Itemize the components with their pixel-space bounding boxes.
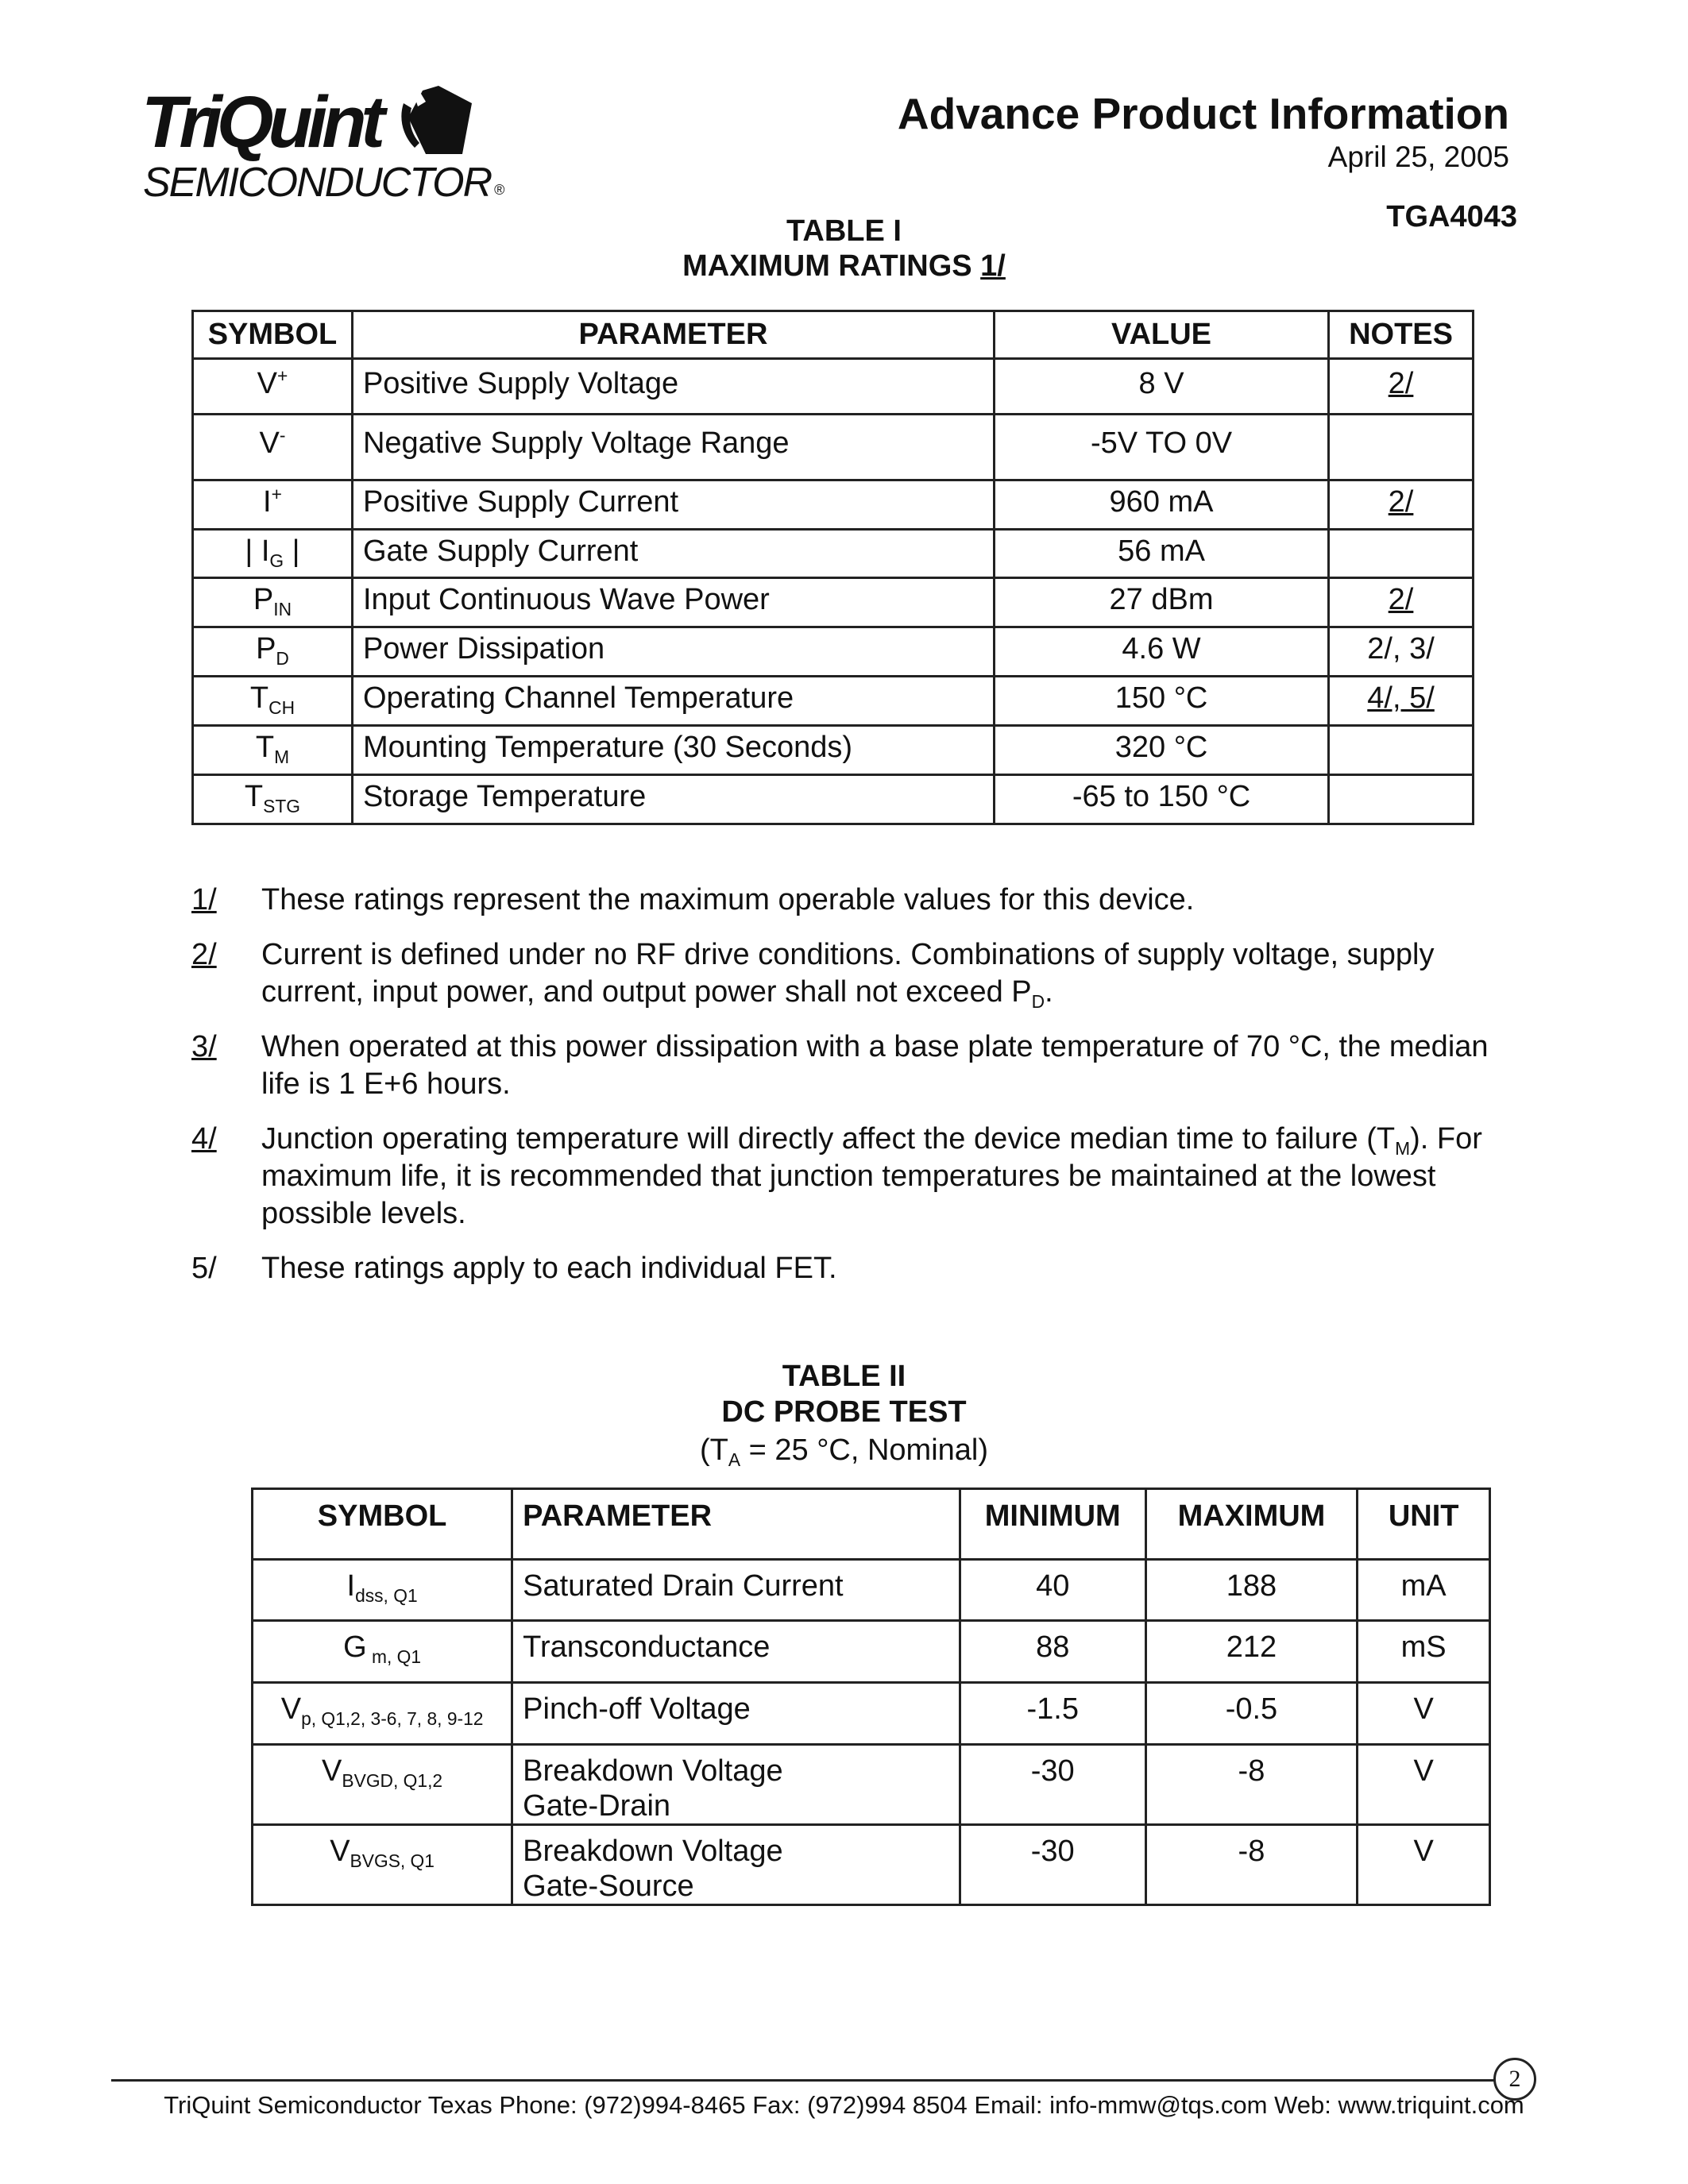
value-cell: 27 dBm — [995, 578, 1329, 627]
document-date: April 25, 2005 — [1327, 141, 1509, 173]
symbol-cell: $P_D$ — [193, 627, 353, 677]
logo-pentagon-icon — [399, 86, 478, 159]
dc-probe-test-table — [251, 1488, 1491, 1906]
table1-header-parameter: PARAMETER — [352, 311, 994, 359]
symbol-cell: $T_{STG}$ — [193, 775, 353, 824]
table-row — [253, 1560, 1490, 1621]
parameter-cell: Breakdown Voltage Gate-Source — [512, 1825, 960, 1905]
value-cell: 56 mA — [995, 530, 1329, 578]
footnote-text: Junction operating temperature will directly affect the device median time to failure (T — [261, 1122, 1396, 1156]
parameter-cell: Positive Supply Current — [352, 480, 994, 530]
notes-cell: 2/, 3/ — [1329, 627, 1474, 677]
document-title: Advance Product Information — [897, 89, 1509, 138]
footer-contact-info: TriQuint Semiconductor Texas Phone: (972)994-8465 Fax: (972)994 8504 Email: info-mmw@tqs.com Web: www.triquint.com — [164, 2091, 1524, 2119]
company-logo — [141, 82, 554, 206]
table2-condition: ($T_A = 25$ °C, Nominal) — [699, 1433, 989, 1470]
parameter-cell: Saturated Drain Current — [512, 1560, 960, 1621]
table-row — [193, 775, 1474, 824]
unit-cell: mS — [1358, 1621, 1490, 1683]
footnote-5 — [191, 1250, 1502, 1287]
table1-header-value: VALUE — [995, 311, 1329, 359]
symbol-cell: | $I_G$ | — [193, 530, 353, 578]
notes-cell — [1329, 415, 1474, 480]
symbol-cell: V- — [193, 415, 353, 480]
maximum-ratings-table — [191, 310, 1474, 825]
parameter-cell: Operating Channel Temperature — [352, 677, 994, 726]
table1-header-symbol: SYMBOL — [193, 311, 353, 359]
notes-cell — [1329, 530, 1474, 578]
table-row — [193, 578, 1474, 627]
footnote-3 — [191, 1028, 1502, 1103]
table1-subtitle — [0, 248, 1688, 284]
maximum-cell: -0.5 — [1145, 1683, 1358, 1745]
footnote-1 — [191, 882, 1502, 919]
table-row — [253, 1825, 1490, 1905]
footnote-text: Current is defined under no RF drive conditions. Combinations of supply voltage, supply current, input power, and output power shall not exceed P — [261, 938, 1435, 1009]
value-cell: 8 V — [995, 359, 1329, 415]
minimum-cell: 40 — [960, 1560, 1145, 1621]
symbol-cell: $V_{BVGS, Q1}$ — [253, 1825, 512, 1905]
parameter-cell: Pinch-off Voltage — [512, 1683, 960, 1745]
maximum-cell: 188 — [1145, 1560, 1358, 1621]
page-number: 2 — [1493, 2058, 1536, 2101]
value-cell: -5V TO 0V — [995, 415, 1329, 480]
symbol-cell: $I_{dss, Q1}$ — [253, 1560, 512, 1621]
table-row — [193, 677, 1474, 726]
footnote-text: When operated at this power dissipation with a base plate temperature of 70 °C, the median life is 1 E+6 hours. — [261, 1030, 1489, 1101]
table-row — [193, 415, 1474, 480]
table-row — [253, 1683, 1490, 1745]
minimum-cell: -30 — [960, 1745, 1145, 1825]
part-number: TGA4043 — [1386, 200, 1517, 233]
footnote-number: 4/ — [191, 1122, 217, 1156]
table2-header-symbol: SYMBOL — [253, 1489, 512, 1560]
symbol-cell: $V_{BVGD, Q1,2}$ — [253, 1745, 512, 1825]
symbol-cell: $T_{CH}$ — [193, 677, 353, 726]
logo-registered-mark: ® — [494, 182, 504, 198]
unit-cell: V — [1358, 1683, 1490, 1745]
table2-subtitle: DC PROBE TEST — [721, 1395, 967, 1429]
logo-brand-text: TriQuint — [141, 82, 380, 163]
table2-title: TABLE II — [782, 1360, 906, 1393]
symbol-cell: $P_{IN}$ — [193, 578, 353, 627]
table-row — [193, 627, 1474, 677]
maximum-cell: 212 — [1145, 1621, 1358, 1683]
unit-cell: V — [1358, 1745, 1490, 1825]
value-cell: 960 mA — [995, 480, 1329, 530]
notes-cell: 2/ — [1329, 359, 1474, 415]
parameter-cell: Breakdown Voltage Gate-Drain — [512, 1745, 960, 1825]
logo-subtitle-text: SEMICONDUCTOR — [143, 160, 492, 206]
minimum-cell: -1.5 — [960, 1683, 1145, 1745]
notes-cell: 2/ — [1329, 480, 1474, 530]
table-row — [193, 726, 1474, 775]
parameter-cell: Storage Temperature — [352, 775, 994, 824]
footnote-number: 1/ — [191, 883, 217, 916]
footnote-text: These ratings represent the maximum operable values for this device. — [261, 883, 1195, 916]
notes-cell — [1329, 775, 1474, 824]
table2-header-minimum: MINIMUM — [960, 1489, 1145, 1560]
footnote-number: 5/ — [191, 1252, 217, 1285]
symbol-cell: I+ — [193, 480, 353, 530]
table1-subtitle-note-ref: 1/ — [980, 249, 1006, 283]
table-row — [193, 359, 1474, 415]
minimum-cell: 88 — [960, 1621, 1145, 1683]
parameter-cell: Positive Supply Voltage — [352, 359, 994, 415]
symbol-cell: $V_{p, Q1,2, 3-6, 7, 8, 9-12}$ — [253, 1683, 512, 1745]
parameter-cell: Input Continuous Wave Power — [352, 578, 994, 627]
table1-header-row — [193, 311, 1474, 359]
table-row — [253, 1745, 1490, 1825]
table-row — [193, 530, 1474, 578]
table2-header-maximum: MAXIMUM — [1145, 1489, 1358, 1560]
value-cell: 4.6 W — [995, 627, 1329, 677]
unit-cell: V — [1358, 1825, 1490, 1905]
table1-header-notes: NOTES — [1329, 311, 1474, 359]
table2-header-row — [253, 1489, 1490, 1560]
notes-cell — [1329, 726, 1474, 775]
parameter-cell: Gate Supply Current — [352, 530, 994, 578]
footnote-2: 2/ Current is defined under no RF drive conditions. Combinations of supply voltage, supply current, input power, and output power shall not exceed $P_D$. — [191, 938, 1435, 1012]
parameter-cell: Mounting Temperature (30 Seconds) — [352, 726, 994, 775]
symbol-cell: V+ — [193, 359, 353, 415]
unit-cell: mA — [1358, 1560, 1490, 1621]
parameter-cell: Power Dissipation — [352, 627, 994, 677]
symbol-cell: $T_M$ — [193, 726, 353, 775]
value-cell: -65 to 150 °C — [995, 775, 1329, 824]
parameter-cell: Transconductance — [512, 1621, 960, 1683]
footnote-number: 3/ — [191, 1030, 217, 1063]
minimum-cell: -30 — [960, 1825, 1145, 1905]
parameter-cell: Negative Supply Voltage Range — [352, 415, 994, 480]
symbol-cell: G $_{m, Q1}$ — [253, 1621, 512, 1683]
value-cell: 320 °C — [995, 726, 1329, 775]
table1-subtitle-text: MAXIMUM RATINGS — [682, 249, 972, 283]
table-row — [253, 1621, 1490, 1683]
footnote-text: These ratings apply to each individual FET. — [261, 1252, 837, 1285]
footer-divider — [111, 2079, 1511, 2082]
table1-footnotes — [191, 882, 1502, 1305]
notes-cell: 4/, 5/ — [1329, 677, 1474, 726]
footnote-number: 2/ — [191, 938, 217, 971]
maximum-cell: -8 — [1145, 1745, 1358, 1825]
table1-title: TABLE I — [786, 214, 902, 248]
table2-header-parameter: PARAMETER — [512, 1489, 960, 1560]
table-row — [193, 480, 1474, 530]
maximum-cell: -8 — [1145, 1825, 1358, 1905]
value-cell: 150 °C — [995, 677, 1329, 726]
table2-header-unit: UNIT — [1358, 1489, 1490, 1560]
notes-cell: 2/ — [1329, 578, 1474, 627]
footnote-4: 4/ Junction operating temperature will directly affect the device median time to failure $(T_M)$. For maximum life, it is recommended that junction temperatures be maintained at the lowest possible levels. — [191, 1122, 1482, 1230]
